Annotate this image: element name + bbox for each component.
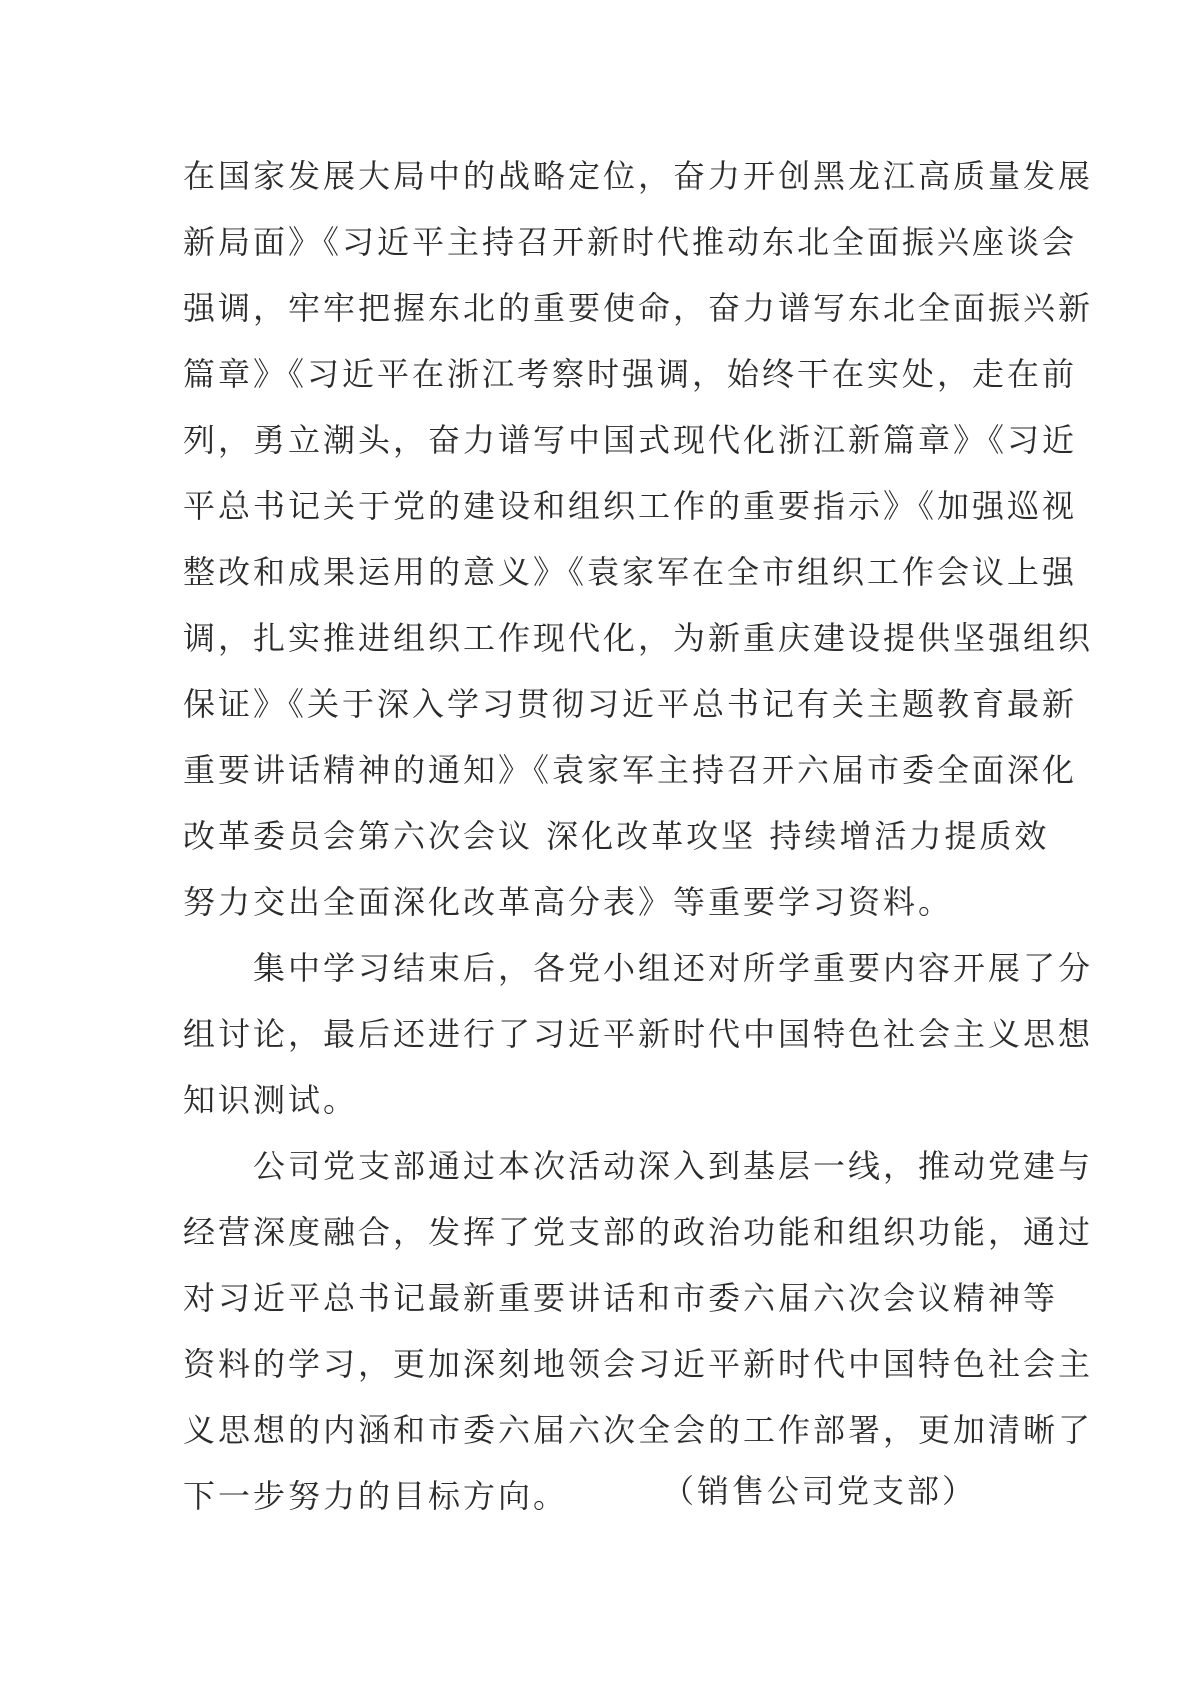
text-line: 调，扎实推进组织工作现代化，为新重庆建设提供坚强组织	[183, 619, 1094, 657]
text-line: 列，勇立潮头，奋力谱写中国式现代化浙江新篇章》《习近	[183, 421, 1078, 459]
text-line: 经营深度融合，发挥了党支部的政治功能和组织功能，通过	[183, 1213, 1094, 1251]
text-line: 公司党支部通过本次活动深入到基层一线，推动党建与	[253, 1147, 1094, 1185]
signature-line: （销售公司党支部）	[662, 1472, 978, 1510]
text-line: 改革委员会第六次会议 深化改革攻坚 持续增活力提质效	[183, 817, 1050, 855]
text-line: 在国家发展大局中的战略定位，奋力开创黑龙江高质量发展	[183, 157, 1094, 195]
text-line: 义思想的内涵和市委六届六次全会的工作部署，更加清晰了	[183, 1411, 1094, 1449]
text-line: 下一步努力的目标方向。	[183, 1477, 569, 1515]
text-line: 篇章》《习近平在浙江考察时强调，始终干在实处，走在前	[183, 355, 1078, 393]
text-line: 努力交出全面深化改革高分表》等重要学习资料。	[183, 883, 954, 921]
paragraph-1	[183, 143, 1094, 935]
text-line: 组讨论，最后还进行了习近平新时代中国特色社会主义思想	[183, 1015, 1094, 1053]
text-line: 知识测试。	[183, 1081, 359, 1119]
text-line: 保证》《关于深入学习贯彻习近平总书记有关主题教育最新	[183, 685, 1078, 723]
text-line: 集中学习结束后，各党小组还对所学重要内容开展了分	[253, 949, 1094, 987]
text-line: 资料的学习，更加深刻地领会习近平新时代中国特色社会主	[183, 1345, 1094, 1383]
document-body	[183, 143, 1094, 1529]
text-line: 平总书记关于党的建设和组织工作的重要指示》《加强巡视	[183, 487, 1078, 525]
paragraph-2	[183, 935, 1094, 1133]
text-line: 强调，牢牢把握东北的重要使命，奋力谱写东北全面振兴新	[183, 289, 1094, 327]
text-line: 对习近平总书记最新重要讲话和市委六届六次会议精神等	[183, 1279, 1059, 1317]
text-line: 整改和成果运用的意义》《袁家军在全市组织工作会议上强	[183, 553, 1078, 591]
text-line: 重要讲话精神的通知》《袁家军主持召开六届市委全面深化	[183, 751, 1078, 789]
text-line: 新局面》《习近平主持召开新时代推动东北全面振兴座谈会	[183, 223, 1078, 261]
